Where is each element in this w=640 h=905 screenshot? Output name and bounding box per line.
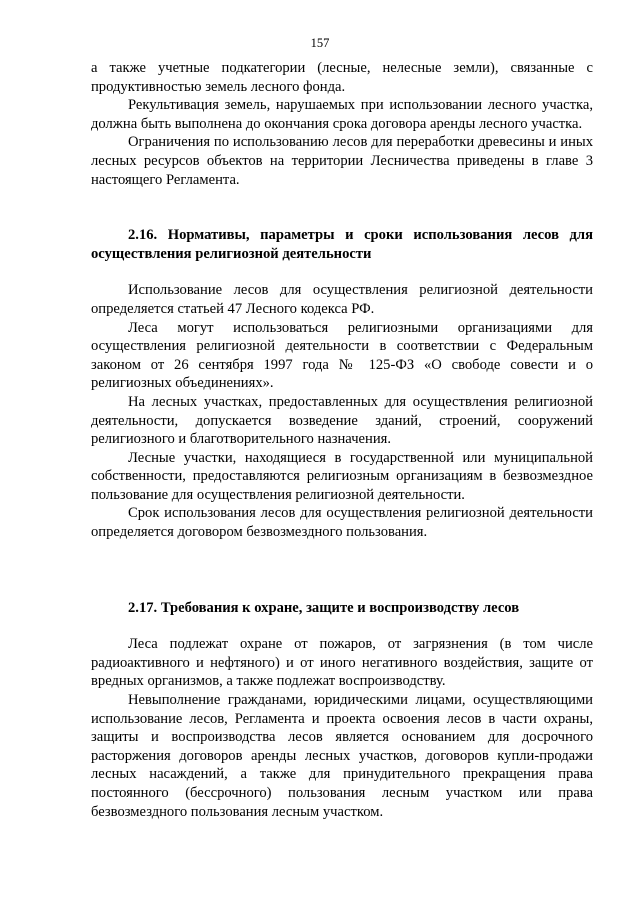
paragraph: Леса могут использоваться религиозными организациями для осуществления религиозной деятельности в соответствии с Федеральным законом от 26 сентября 1997 года № 125-ФЗ «О свободе совести и о религиозных объединениях».: [91, 319, 593, 392]
paragraph: На лесных участках, предоставленных для осуществления религиозной деятельности, допускается возведение зданий, строений, сооружений религиозного и благотворительного назначения.: [91, 393, 593, 448]
paragraph: Рекультивация земель, нарушаемых при использовании лесного участка, должна быть выполнена до окончания срока договора аренды лесного участка.: [91, 97, 593, 132]
paragraph: Срок использования лесов для осуществления религиозной деятельности определяется договором безвозмездного пользования.: [91, 505, 593, 541]
paragraph: Использование лесов для осуществления религиозной деятельности определяется статьей 47 Лесного кодекса РФ.: [91, 282, 593, 317]
paragraph: а также учетные подкатегории (лесные, нелесные земли), связанные с продуктивностью земель лесного фонда.: [91, 60, 593, 95]
page-content: [91, 59, 593, 821]
spacer: [91, 542, 593, 599]
page-number: 157: [310, 36, 330, 50]
paragraph: Лесные участки, находящиеся в государственной или муниципальной собственности, предоставляются религиозным организациям в безвозмездное пользование для осуществления религиозной деятельности.: [91, 449, 593, 503]
section-heading-2-16: 2.16. Нормативы, параметры и сроки использования лесов для осуществления религиозной деятельности: [91, 227, 593, 262]
paragraph: Невыполнение гражданами, юридическими лицами, осуществляющими использование лесов, Регламента и проекта освоения лесов в части охраны, защиты и воспроизводства лесов является основанием для досрочного расторжения договоров аренды лесных участков, договоров купли-продажи лесных насаждений, а также для принудительного прекращения права постоянного (бессрочного) пользования лесным участком или права безвозмездного пользования лесным участком.: [91, 692, 593, 820]
section-heading-2-17: 2.17. Требования к охране, защите и воспроизводству лесов: [128, 599, 520, 616]
paragraph: Ограничения по использованию лесов для переработки древесины и иных лесных ресурсов объектов на территории Лесничества приведены в главе 3 настоящего Регламента.: [91, 134, 593, 188]
paragraph: Леса подлежат охране от пожаров, от загрязнения (в том числе радиоактивного и нефтяного) и от иного негативного воздействия, защите от вредных организмов, а также подлежат воспроизводству.: [91, 636, 593, 690]
spacer: [91, 263, 593, 281]
spacer: [91, 189, 593, 226]
spacer: [91, 617, 593, 635]
